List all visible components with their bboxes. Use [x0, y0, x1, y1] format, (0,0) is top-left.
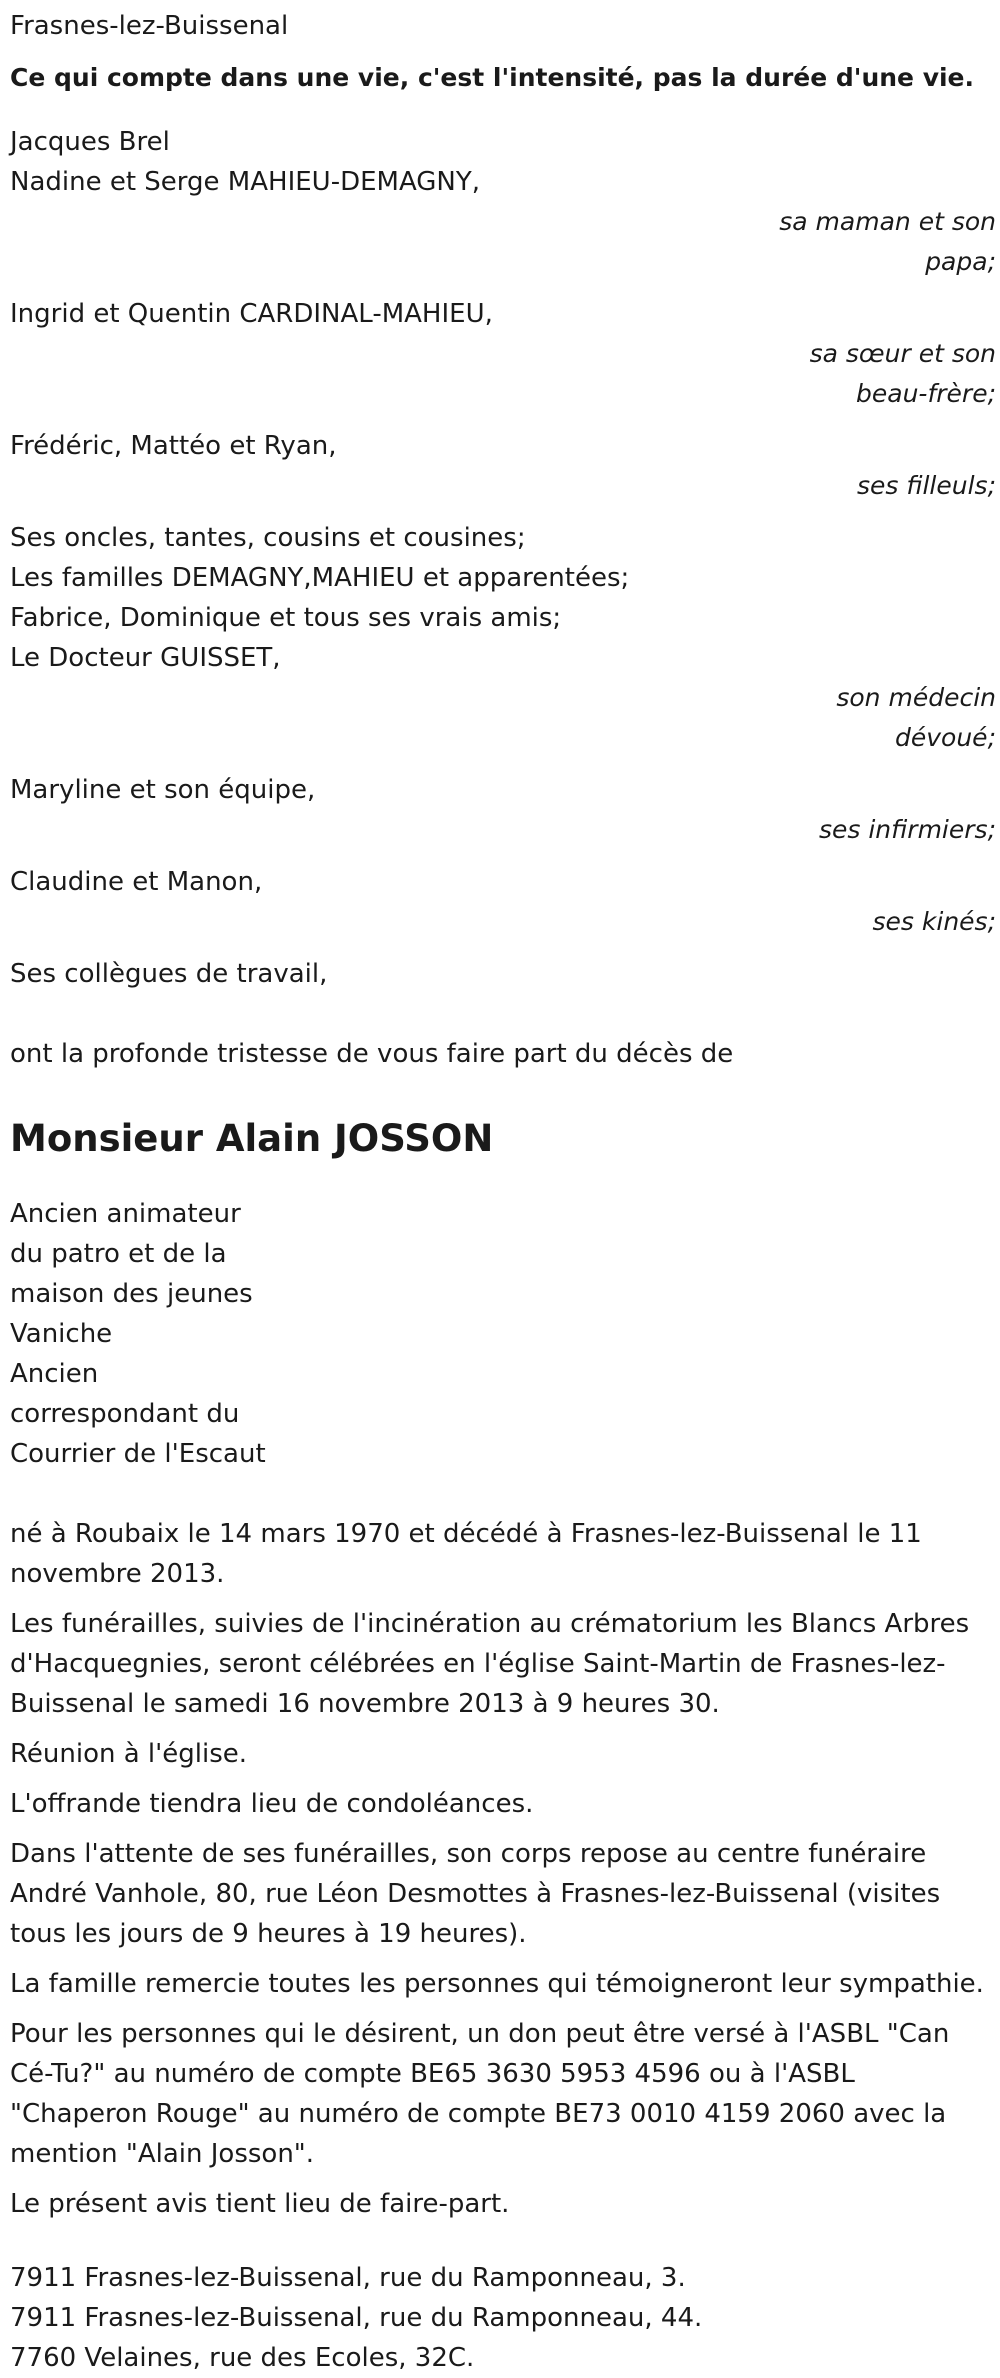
donation-paragraph: Pour les personnes qui le désirent, un don peut être versé à l'ASBL "Can Cé-Tu?" au numéro de compte BE65 3630 5953 4596 ou à l'ASBL "Chaperon Rouge" au numéro de compte BE73 0010 4159 2060 avec la mention "Alain Josson".: [10, 2019, 950, 2169]
care-relation: ses kinés;: [872, 907, 996, 936]
funeral-paragraph: Les funérailles, suivies de l'incinération au crématorium les Blancs Arbres d'Hacquegnies, seront célébrées en l'église Saint-Martin de Frasnes-lez-Buissenal le samedi 16 novembre 2013 à 9 heures 30.: [10, 1609, 970, 1719]
deceased-name: Monsieur Alain JOSSON: [10, 1117, 494, 1160]
function-line: maison des jeunes: [10, 1279, 253, 1309]
function-line: du patro et de la: [10, 1239, 227, 1269]
family-entry: [10, 426, 996, 506]
colleagues: Ses collègues de travail,: [10, 959, 328, 989]
quote: Ce qui compte dans une vie, c'est l'intensité, pas la durée d'une vie.: [10, 63, 975, 92]
family-relation: ses filleuls;: [856, 471, 996, 500]
doctor-relation: son médecin dévoué;: [836, 683, 996, 752]
family-relation: sa maman et son papa;: [779, 207, 996, 276]
functions-list: [10, 1194, 996, 1474]
other-mourner: Ses oncles, tantes, cousins et cousines;: [10, 523, 526, 553]
birth-death-paragraph: né à Roubaix le 14 mars 1970 et décédé à Frasnes-lez-Buissenal le 11 novembre 2013.: [10, 1519, 922, 1589]
family-relation: sa sœur et son beau-frère;: [809, 339, 996, 408]
address-line: 7760 Velaines, rue des Ecoles, 32C.: [10, 2343, 475, 2373]
meeting-paragraph: Réunion à l'église.: [10, 1739, 248, 1769]
other-mourner: Fabrice, Dominique et tous ses vrais amis;: [10, 603, 562, 633]
address-line: 7911 Frasnes-lez-Buissenal, rue du Ramponneau, 44.: [10, 2303, 703, 2333]
announcement: ont la profonde tristesse de vous faire part du décès de: [10, 1039, 734, 1069]
care-name: Claudine et Manon,: [10, 867, 263, 897]
details: [10, 1514, 996, 2224]
care-entry: [10, 770, 996, 850]
function-line: Ancien animateur: [10, 1199, 241, 1229]
other-mourner: Les familles DEMAGNY,MAHIEU et apparentées;: [10, 563, 630, 593]
rest-paragraph: Dans l'attente de ses funérailles, son corps repose au centre funéraire André Vanhole, 80, rue Léon Desmottes à Frasnes-lez-Buissenal (visites tous les jours de 9 heures à 19 heures).: [10, 1839, 941, 1949]
care-name: Maryline et son équipe,: [10, 775, 316, 805]
obituary-column: [10, 6, 996, 2378]
family-name: Nadine et Serge MAHIEU-DEMAGNY,: [10, 167, 481, 197]
function-line: Courrier de l'Escaut: [10, 1439, 266, 1469]
doctor-entry: [10, 638, 996, 758]
family-name: Frédéric, Mattéo et Ryan,: [10, 431, 337, 461]
care-relation: ses infirmiers;: [818, 815, 996, 844]
thanks-paragraph: La famille remercie toutes les personnes qui témoigneront leur sympathie.: [10, 1969, 984, 1999]
notice-paragraph: Le présent avis tient lieu de faire-part.: [10, 2189, 510, 2219]
care-entry: [10, 862, 996, 942]
doctor-name: Le Docteur GUISSET,: [10, 643, 281, 673]
family-entry: [10, 294, 996, 414]
function-line: correspondant du: [10, 1399, 240, 1429]
family-name: Ingrid et Quentin CARDINAL-MAHIEU,: [10, 299, 493, 329]
function-line: Ancien: [10, 1359, 99, 1389]
function-line: Vaniche: [10, 1319, 113, 1349]
offering-paragraph: L'offrande tiendra lieu de condoléances.: [10, 1789, 534, 1819]
family-entry: [10, 162, 996, 282]
address-line: 7911 Frasnes-lez-Buissenal, rue du Ramponneau, 3.: [10, 2263, 686, 2293]
location: Frasnes-lez-Buissenal: [10, 11, 289, 41]
quote-author: Jacques Brel: [10, 127, 170, 157]
addresses: [10, 2258, 996, 2378]
